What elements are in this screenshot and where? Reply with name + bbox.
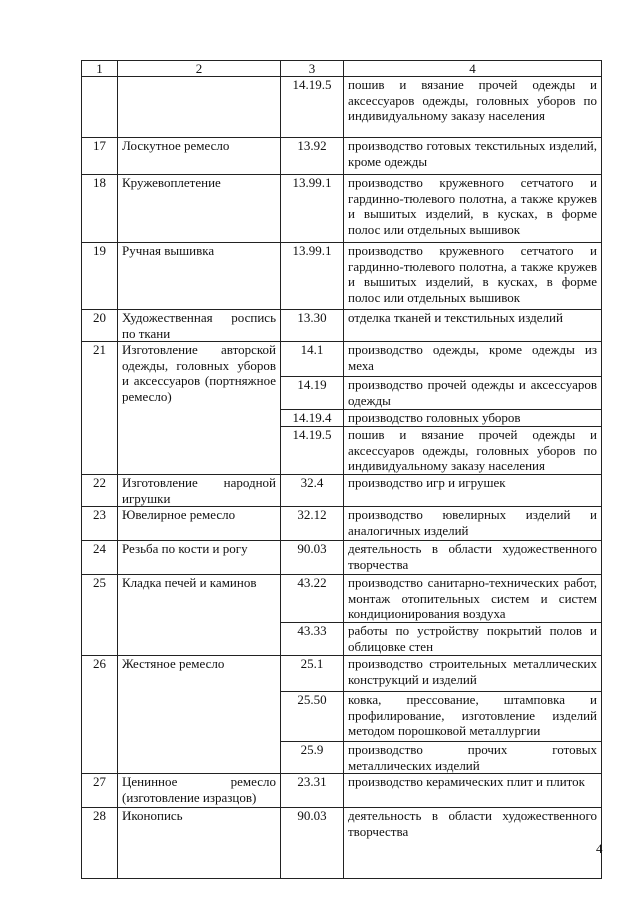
okved-code: 14.19.4 — [281, 410, 344, 427]
okved-code: 14.1 — [281, 342, 344, 377]
craft-name: Изготовление народной игрушки — [118, 475, 281, 507]
craft-name: Жестяное ремесло — [118, 656, 281, 774]
okved-code: 13.99.1 — [281, 243, 344, 310]
okved-code: 43.33 — [281, 623, 344, 656]
okved-code: 32.12 — [281, 507, 344, 541]
table-row — [82, 342, 602, 377]
activity-description: пошив и вязание прочей одежды и аксессуаров одежды, головных уборов по индивидуальному заказу населения — [344, 77, 602, 138]
okved-code: 90.03 — [281, 541, 344, 575]
table-row — [82, 774, 602, 808]
craft-name: Изготовление авторской одежды, головных уборов и аксессуаров (портняжное ремесло) — [118, 342, 281, 475]
craft-name: Кружевоплетение — [118, 175, 281, 243]
craft-name: Кладка печей и каминов — [118, 575, 281, 656]
row-number — [82, 77, 118, 138]
activity-description: производство кружевного сетчатого и гардинно-тюлевого полотна, а также кружев и вышитых изделий, в кусках, в форме полос или отдельных вышивок — [344, 175, 602, 243]
okved-code: 25.50 — [281, 692, 344, 742]
table-row — [82, 507, 602, 541]
row-number: 18 — [82, 175, 118, 243]
okved-code: 43.22 — [281, 575, 344, 623]
activity-description: производство игр и игрушек — [344, 475, 602, 507]
craft-name: Иконопись — [118, 808, 281, 879]
craft-name: Ручная вышивка — [118, 243, 281, 310]
craft-name — [118, 77, 281, 138]
activity-table — [81, 60, 602, 879]
row-number: 27 — [82, 774, 118, 808]
header-col-2: 2 — [118, 61, 281, 77]
okved-code: 13.99.1 — [281, 175, 344, 243]
okved-code: 25.9 — [281, 742, 344, 774]
table-row — [82, 175, 602, 243]
table-row — [82, 77, 602, 138]
activity-description: производство керамических плит и плиток — [344, 774, 602, 808]
header-col-3: 3 — [281, 61, 344, 77]
activity-description: пошив и вязание прочей одежды и аксессуаров одежды, головных уборов по индивидуальному заказу населения — [344, 427, 602, 475]
row-number: 22 — [82, 475, 118, 507]
craft-name: Ценинное ремесло (изготовление изразцов) — [118, 774, 281, 808]
row-number: 17 — [82, 138, 118, 175]
activity-description: производство кружевного сетчатого и гардинно-тюлевого полотна, а также кружев и вышитых изделий, в кусках, в форме полос или отдельных вышивок — [344, 243, 602, 310]
row-number: 21 — [82, 342, 118, 475]
okved-code: 90.03 — [281, 808, 344, 879]
okved-code: 14.19.5 — [281, 427, 344, 475]
header-col-4: 4 — [344, 61, 602, 77]
activity-description: деятельность в области художественного творчества — [344, 808, 602, 879]
activity-description: ковка, прессование, штамповка и профилирование, изготовление изделий методом порошковой металлургии — [344, 692, 602, 742]
activity-description: отделка тканей и текстильных изделий — [344, 310, 602, 342]
table-row — [82, 808, 602, 879]
table-row — [82, 138, 602, 175]
craft-name: Ювелирное ремесло — [118, 507, 281, 541]
activity-description: производство готовых текстильных изделий, кроме одежды — [344, 138, 602, 175]
row-number: 26 — [82, 656, 118, 774]
okved-code: 23.31 — [281, 774, 344, 808]
activity-description: работы по устройству покрытий полов и облицовке стен — [344, 623, 602, 656]
row-number: 20 — [82, 310, 118, 342]
row-number: 24 — [82, 541, 118, 575]
okved-code: 13.30 — [281, 310, 344, 342]
okved-code: 13.92 — [281, 138, 344, 175]
header-col-1: 1 — [82, 61, 118, 77]
table-row — [82, 656, 602, 692]
table-row — [82, 575, 602, 623]
header-row — [82, 61, 602, 77]
activity-description: производство прочих готовых металлических изделий — [344, 742, 602, 774]
okved-code: 25.1 — [281, 656, 344, 692]
table-row — [82, 243, 602, 310]
table-row — [82, 310, 602, 342]
table-row — [82, 475, 602, 507]
activity-description: производство санитарно-технических работ, монтаж отопительных систем и систем кондиционирования воздуха — [344, 575, 602, 623]
okved-code: 14.19.5 — [281, 77, 344, 138]
activity-description: производство строительных металлических конструкций и изделий — [344, 656, 602, 692]
table-row — [82, 541, 602, 575]
activity-description: производство ювелирных изделий и аналогичных изделий — [344, 507, 602, 541]
row-number: 19 — [82, 243, 118, 310]
craft-name: Резьба по кости и рогу — [118, 541, 281, 575]
page-number: 4 — [596, 841, 603, 856]
activity-description: производство прочей одежды и аксессуаров одежды — [344, 377, 602, 410]
row-number: 28 — [82, 808, 118, 879]
activity-description: деятельность в области художественного творчества — [344, 541, 602, 575]
craft-name: Лоскутное ремесло — [118, 138, 281, 175]
okved-code: 32.4 — [281, 475, 344, 507]
okved-code: 14.19 — [281, 377, 344, 410]
row-number: 25 — [82, 575, 118, 656]
activity-description: производство головных уборов — [344, 410, 602, 427]
row-number: 23 — [82, 507, 118, 541]
craft-name: Художественная роспись по ткани — [118, 310, 281, 342]
activity-description: производство одежды, кроме одежды из меха — [344, 342, 602, 377]
